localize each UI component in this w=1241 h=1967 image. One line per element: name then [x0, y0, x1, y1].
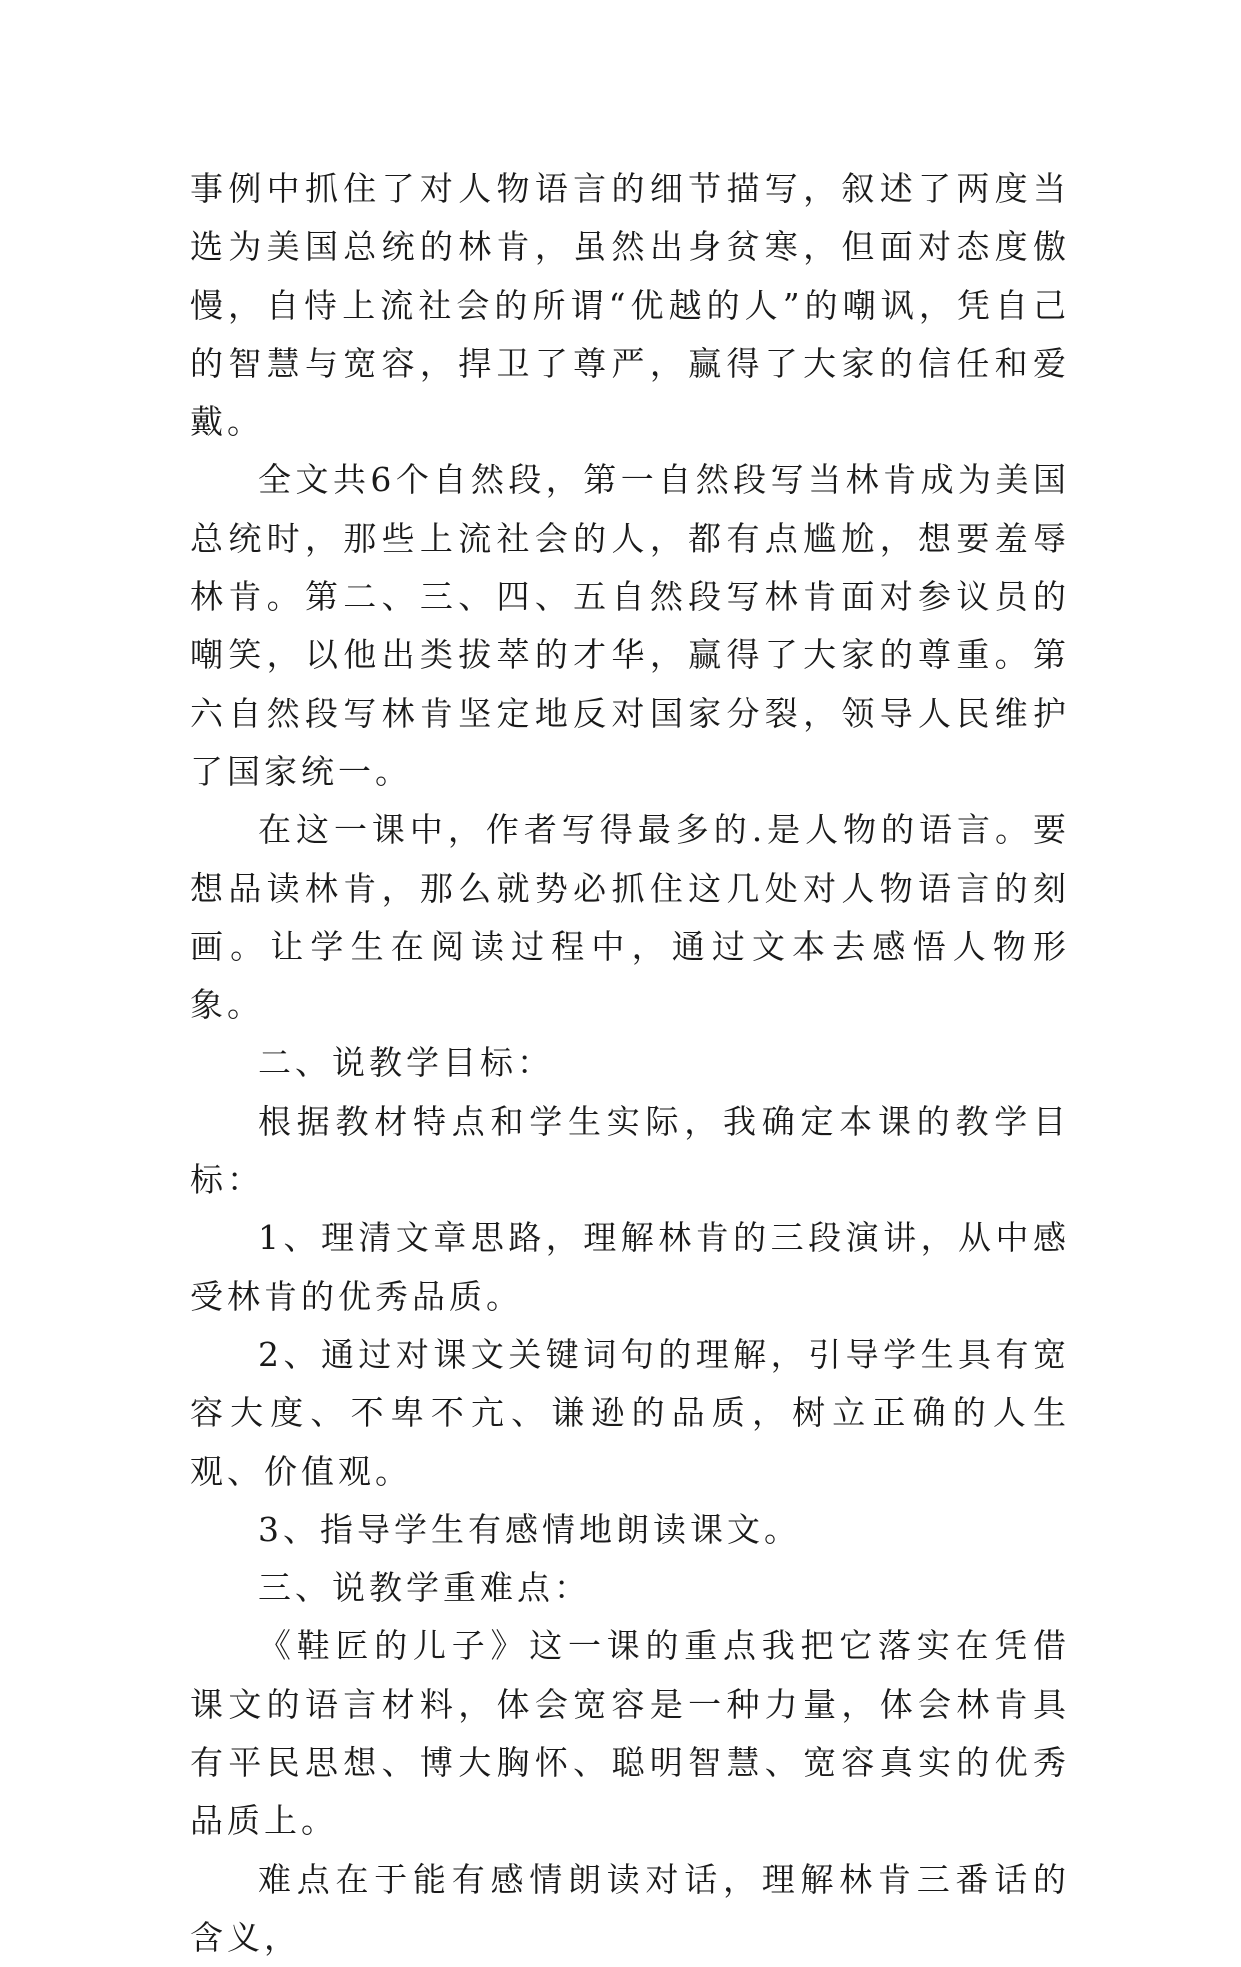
paragraph-2: 全文共6个自然段，第一自然段写当林肯成为美国总统时，那些上流社会的人，都有点尴尬，想要羞辱林肯。第二、三、四、五自然段写林肯面对参议员的嘲笑，以他出类拔萃的才华，赢得了大家的尊重。第六自然段写林肯坚定地反对国家分裂，领导人民维护了国家统一。	[190, 460, 1070, 791]
section-heading-teaching-goals: 二、说教学目标：	[258, 1043, 554, 1083]
goal-item-2: 2、通过对课文关键词句的理解，引导学生具有宽容大度、不卑不亢、谦逊的品质，树立正确的人生观、价值观。	[190, 1334, 1070, 1491]
goal-item-1: 1、理清文章思路，理解林肯的三段演讲，从中感受林肯的优秀品质。	[190, 1218, 1070, 1316]
section-heading-key-points: 三、说教学重难点：	[258, 1568, 591, 1608]
paragraph-1: 事例中抓住了对人物语言的细节描写，叙述了两度当选为美国总统的林肯，虽然出身贫寒，但面对态度傲慢，自恃上流社会的所谓“优越的人”的嘲讽，凭自己的智慧与宽容，捍卫了尊严，赢得了大家的信任和爱戴。	[190, 169, 1070, 442]
paragraph-3: 在这一课中，作者写得最多的.是人物的语言。要想品读林肯，那么就势必抓住这几处对人物语言的刻画。让学生在阅读过程中，通过文本去感悟人物形象。	[190, 810, 1070, 1025]
paragraph-5: 根据教材特点和学生实际，我确定本课的教学目标：	[190, 1101, 1070, 1200]
paragraph-11: 难点在于能有感情朗读对话，理解林肯三番话的含义，	[190, 1859, 1070, 1957]
goal-item-3: 3、指导学生有感情地朗读课文。	[258, 1509, 801, 1549]
paragraph-10: 《鞋匠的儿子》这一课的重点我把它落实在凭借课文的语言材料，体会宽容是一种力量，体会林肯具有平民思想、博大胸怀、聪明智慧、宽容真实的优秀品质上。	[190, 1626, 1070, 1841]
document-body	[190, 160, 1070, 1967]
